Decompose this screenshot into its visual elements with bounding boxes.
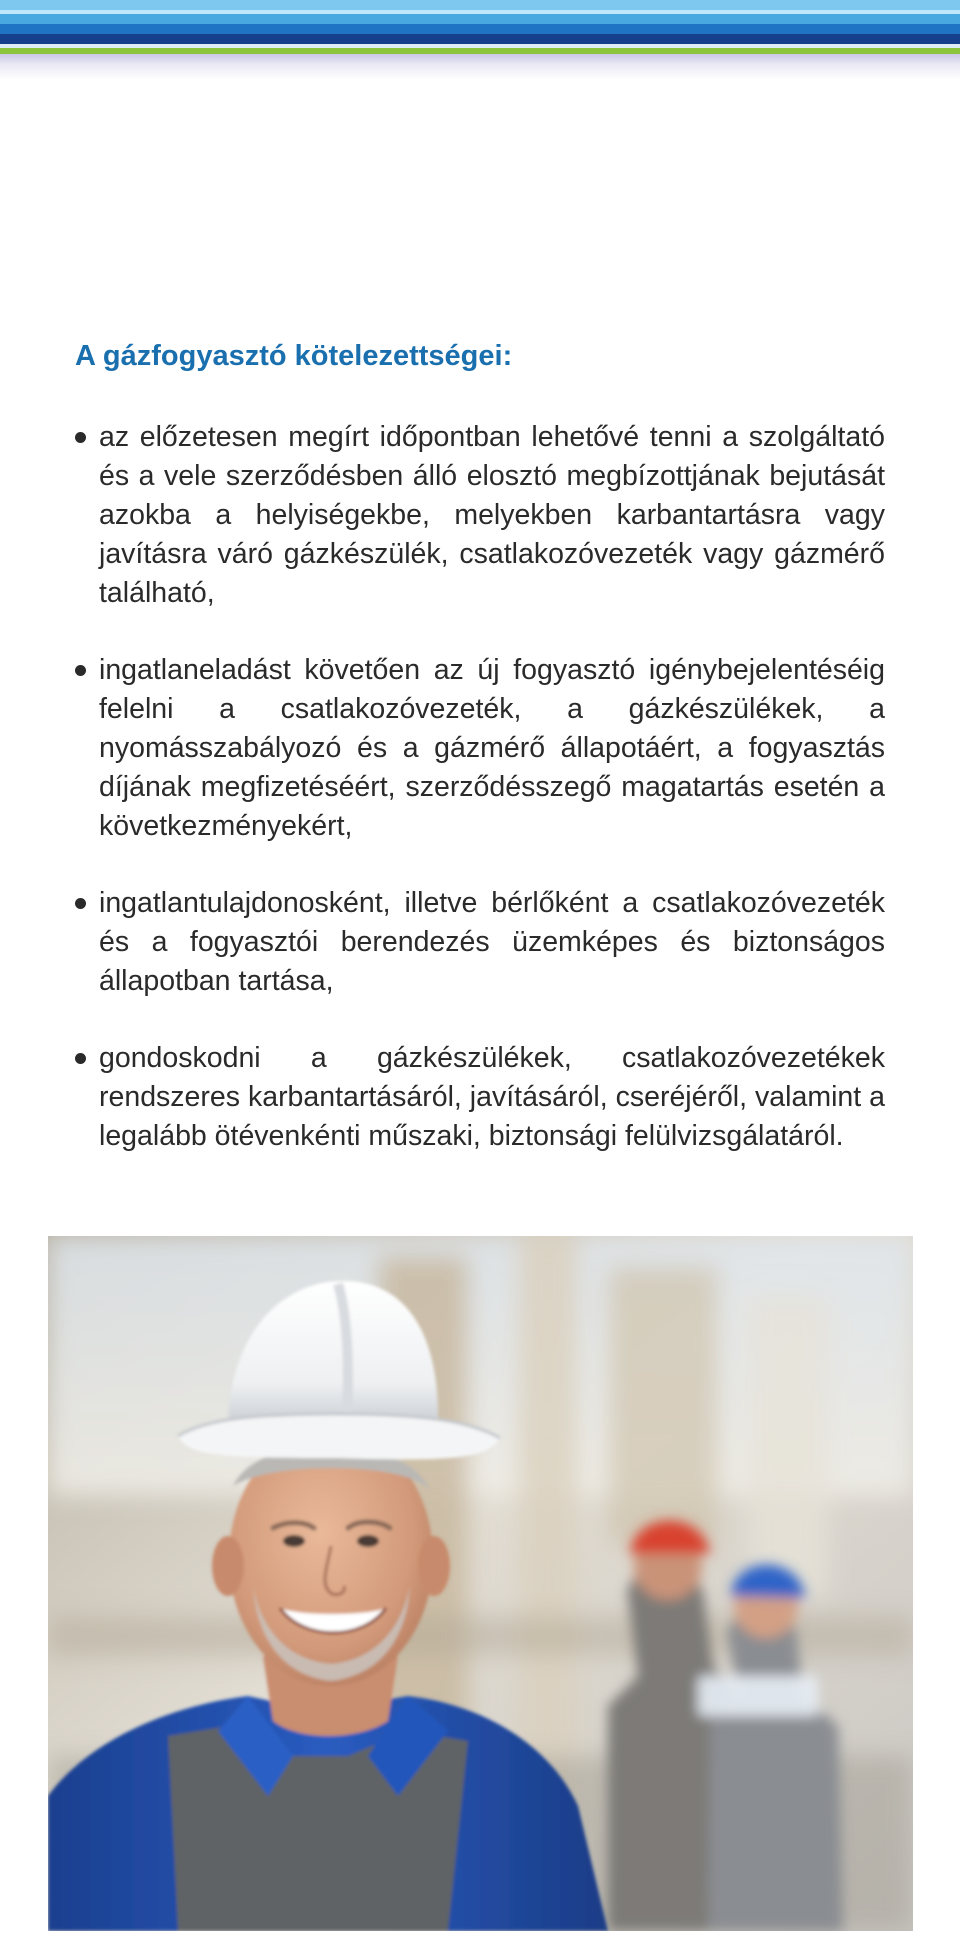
obligations-list (75, 418, 885, 1194)
obligation-text: ingatlaneladást követően az új fogyasztó igénybejelentéséig felelni a csatlakozóvezeték, a gázkészülékek, a nyomásszabályozó és a gázmérő állapotáért, a fogyasztás díjának megfizetéséért, szerződésszegő magatartás esetén a következményekért, (99, 654, 885, 842)
list-item (75, 651, 885, 846)
bullet-icon (75, 1053, 86, 1064)
list-item (75, 418, 885, 613)
list-item (75, 884, 885, 1001)
bullet-icon (75, 665, 86, 676)
worker-photo (48, 1236, 913, 1931)
decorative-top-stripes (0, 0, 960, 80)
bullet-icon (75, 898, 86, 909)
list-item (75, 1039, 885, 1156)
obligation-text: ingatlantulajdonosként, illetve bérlőként a csatlakozóvezeték és a fogyasztói berendezés üzemképes és biztonságos állapotban tartása, (99, 887, 885, 997)
obligation-text: gondoskodni a gázkészülékek, csatlakozóvezetékek rendszeres karbantartásáról, javításáról, cseréjéről, valamint a legalább ötévenkénti műszaki, biztonsági felülvizsgálatáról. (99, 1042, 885, 1152)
bullet-icon (75, 432, 86, 443)
page-heading: A gázfogyasztó kötelezettségei: (75, 340, 513, 372)
obligation-text: az előzetesen megírt időpontban lehetővé tenni a szolgáltató és a vele szerződésben álló elosztó megbízottjának bejutását azokba a helyiségekbe, melyekben karbantartásra vagy javításra váró gázkészülék, csatlakozóvezeték vagy gázmérő található, (99, 421, 885, 609)
